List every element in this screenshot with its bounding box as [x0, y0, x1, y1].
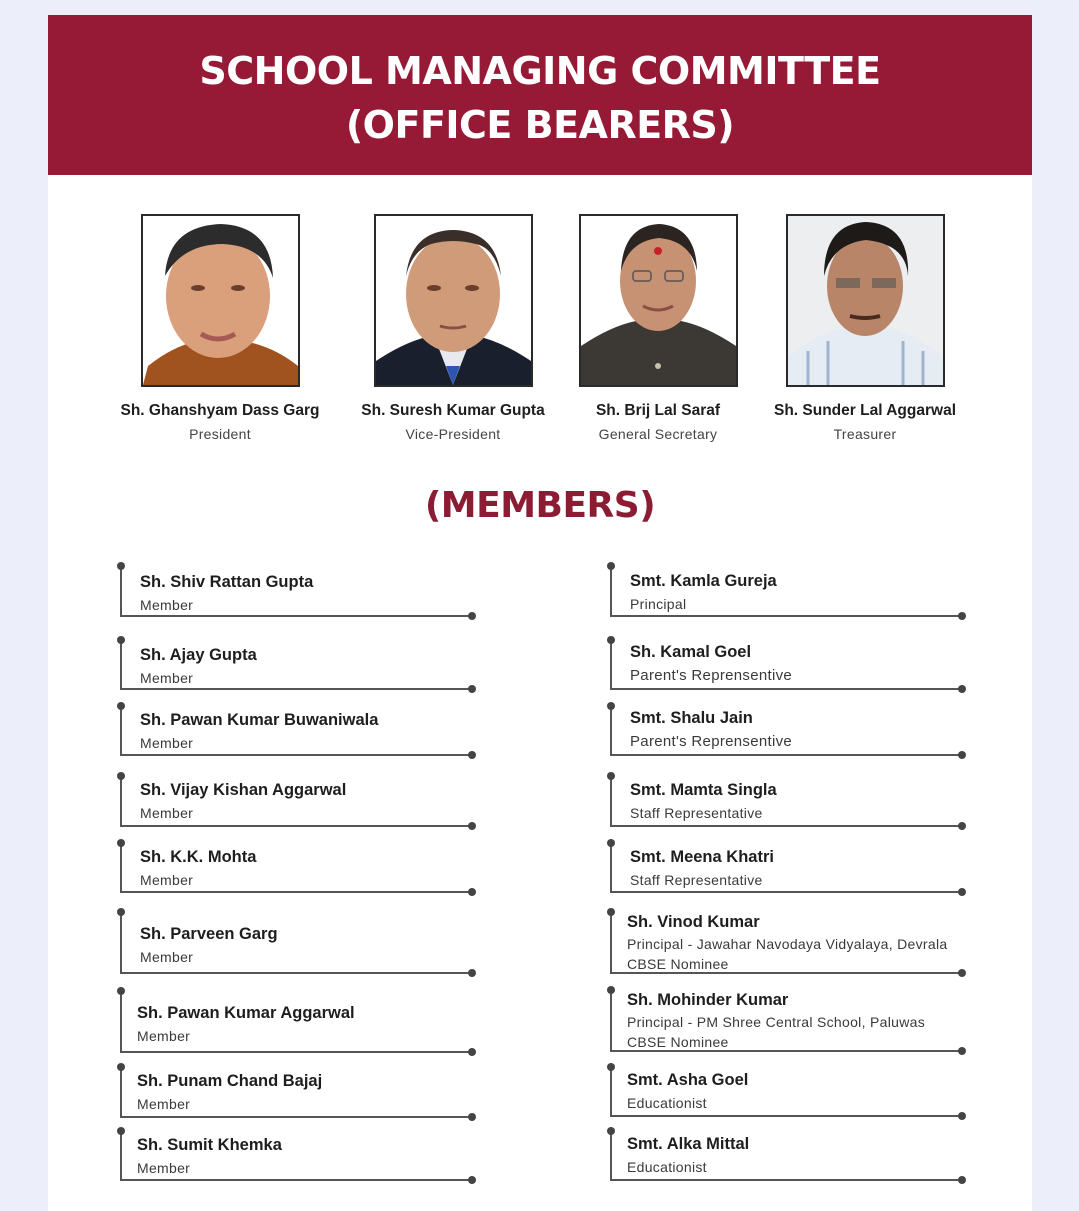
member-role: Member: [137, 1028, 191, 1044]
connector-dot: [958, 751, 966, 759]
office-bearer-card: [755, 214, 975, 442]
bearer-photo: [579, 214, 738, 387]
member-name: Sh. K.K. Mohta: [140, 848, 257, 866]
bearer-role: Treasurer: [833, 426, 897, 442]
connector-dot: [607, 986, 615, 994]
connector-dot: [607, 1063, 615, 1071]
member-item: [120, 707, 472, 756]
connector-dot: [117, 1063, 125, 1071]
connector-dot: [117, 1127, 125, 1135]
bearer-name: Sh. Sunder Lal Aggarwal: [773, 402, 956, 419]
portrait-icon: [376, 216, 531, 385]
bearer-role: General Secretary: [598, 426, 718, 442]
connector-dot: [607, 772, 615, 780]
connector-dot: [607, 562, 615, 570]
member-name: Sh. Sumit Khemka: [137, 1136, 282, 1154]
member-item: [610, 641, 962, 690]
connector-dot: [958, 822, 966, 830]
member-role: Principal - Jawahar Navodaya Vidyalaya, Devrala: [627, 936, 948, 952]
member-role: Member: [140, 670, 194, 686]
member-name: Sh. Pawan Kumar Aggarwal: [137, 1004, 355, 1022]
member-item: [120, 567, 472, 617]
bearer-name: Sh. Ghanshyam Dass Garg: [120, 402, 320, 419]
portrait-icon: [788, 216, 943, 385]
member-name: Sh. Vinod Kumar: [627, 913, 760, 931]
page-subtitle: (OFFICE BEARERS): [345, 103, 735, 147]
member-role: Member: [137, 1160, 191, 1176]
member-name: Sh. Parveen Garg: [140, 925, 278, 943]
portrait-icon: [581, 216, 736, 385]
connector-dot: [468, 822, 476, 830]
member-name: Sh. Mohinder Kumar: [627, 991, 789, 1009]
office-bearer-card: [110, 214, 330, 442]
member-name: Sh. Shiv Rattan Gupta: [140, 573, 314, 591]
member-item: [610, 913, 962, 974]
connector-dot: [117, 702, 125, 710]
member-role-secondary: CBSE Nominee: [627, 956, 729, 972]
connector-dot: [468, 1176, 476, 1184]
bearer-name: Sh. Suresh Kumar Gupta: [361, 402, 545, 419]
connector-dot: [958, 1047, 966, 1055]
connector-dot: [958, 1112, 966, 1120]
member-role: Staff Representative: [630, 805, 763, 821]
members-heading: (MEMBERS): [424, 485, 656, 526]
member-name: Sh. Vijay Kishan Aggarwal: [140, 781, 347, 799]
connector-dot: [607, 636, 615, 644]
member-item: [610, 1068, 962, 1117]
member-name: Smt. Asha Goel: [627, 1071, 749, 1089]
member-name: Sh. Ajay Gupta: [140, 646, 257, 664]
connector-dot: [468, 685, 476, 693]
connector-dot: [117, 987, 125, 995]
member-name: Sh. Punam Chand Bajaj: [137, 1072, 323, 1090]
member-role: Parent's Reprensentive: [630, 733, 793, 750]
member-item: [610, 991, 962, 1052]
connector-dot: [468, 888, 476, 896]
connector-dot: [468, 969, 476, 977]
connector-dot: [607, 1127, 615, 1135]
connector-dot: [468, 612, 476, 620]
member-name: Sh. Pawan Kumar Buwaniwala: [140, 711, 379, 729]
member-role: Principal - PM Shree Central School, Paluwas: [627, 1014, 925, 1030]
member-role: Member: [137, 1096, 191, 1112]
connector-dot: [468, 1048, 476, 1056]
member-role: Member: [140, 949, 194, 965]
member-role: Staff Representative: [630, 872, 763, 888]
member-item: [120, 1068, 472, 1118]
member-item: [120, 777, 472, 827]
connector-dot: [607, 702, 615, 710]
connector-dot: [958, 969, 966, 977]
member-role: Member: [140, 872, 194, 888]
committee-page: [48, 15, 1032, 1211]
member-role: Member: [140, 735, 194, 751]
page-title: SCHOOL MANAGING COMMITTEE: [199, 49, 881, 93]
connector-dot: [468, 1113, 476, 1121]
member-item: [120, 992, 472, 1053]
member-role-secondary: CBSE Nominee: [627, 1034, 729, 1050]
connector-dot: [117, 908, 125, 916]
bearer-role: President: [189, 426, 251, 442]
member-item: [120, 844, 472, 893]
office-bearer-card: [343, 214, 563, 442]
connector-dot: [607, 839, 615, 847]
member-item: [610, 707, 962, 756]
connector-dot: [958, 888, 966, 896]
bearer-photo: [786, 214, 945, 387]
office-bearer-card: [548, 214, 768, 442]
header-banner: [48, 15, 1032, 175]
bearer-role: Vice-President: [405, 426, 501, 442]
member-role: Member: [140, 805, 194, 821]
member-item: [610, 567, 962, 617]
member-name: Smt. Alka Mittal: [627, 1135, 750, 1153]
member-name: Smt. Mamta Singla: [630, 781, 777, 799]
member-item: [120, 1132, 472, 1181]
member-role: Principal: [630, 596, 687, 612]
bearer-photo: [374, 214, 533, 387]
bearer-photo: [141, 214, 300, 387]
portrait-icon: [143, 216, 298, 385]
member-item: [610, 777, 962, 827]
connector-dot: [607, 908, 615, 916]
connector-dot: [117, 839, 125, 847]
connector-dot: [958, 1176, 966, 1184]
member-name: Smt. Kamla Gureja: [630, 572, 777, 590]
member-name: Smt. Meena Khatri: [630, 848, 774, 866]
member-item: [610, 1132, 962, 1181]
bearer-name: Sh. Brij Lal Saraf: [595, 402, 721, 419]
member-role: Parent's Reprensentive: [630, 667, 793, 684]
connector-dot: [117, 636, 125, 644]
connector-dot: [468, 751, 476, 759]
member-role: Educationist: [627, 1159, 707, 1175]
connector-dot: [958, 612, 966, 620]
connector-dot: [117, 562, 125, 570]
member-item: [610, 844, 962, 893]
connector-dot: [958, 685, 966, 693]
member-item: [120, 641, 472, 690]
member-role: Educationist: [627, 1095, 707, 1111]
member-name: Smt. Shalu Jain: [630, 709, 753, 727]
connector-dot: [117, 772, 125, 780]
office-bearers: [48, 214, 1032, 454]
member-role: Member: [140, 597, 194, 613]
member-item: [120, 913, 472, 974]
member-name: Sh. Kamal Goel: [630, 643, 752, 661]
